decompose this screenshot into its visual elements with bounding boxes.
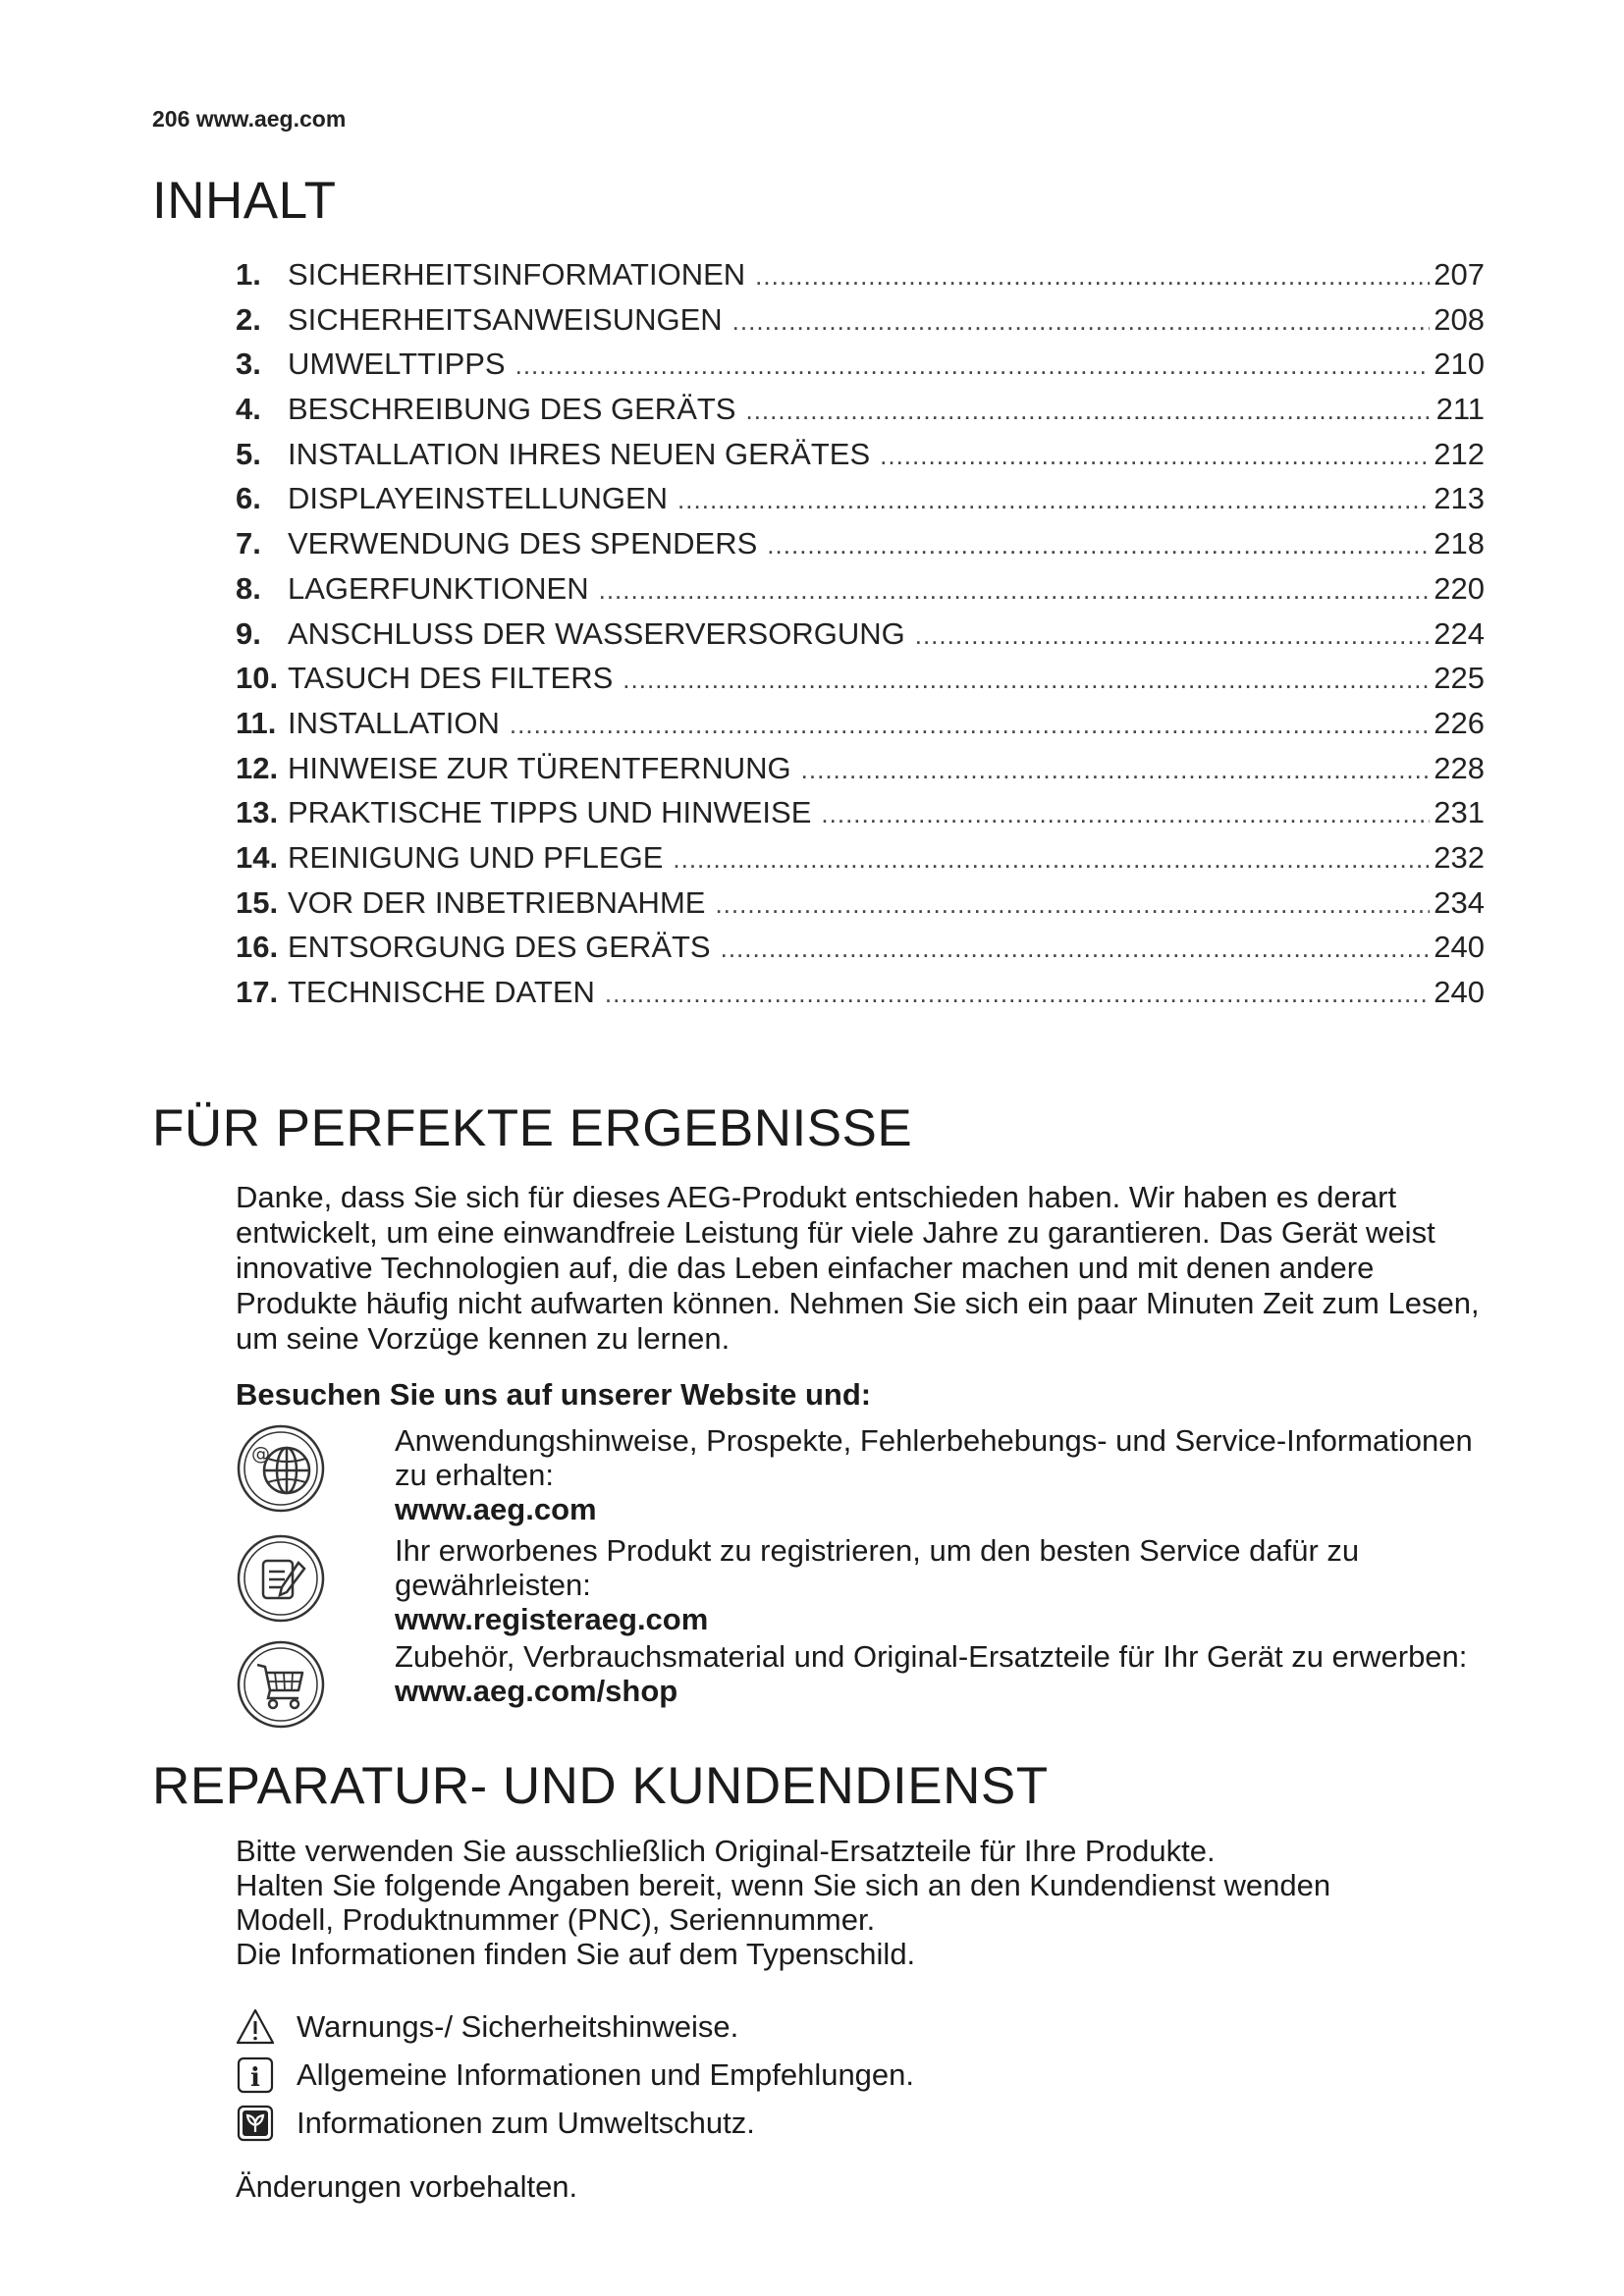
repair-info <box>236 1834 1512 1971</box>
legend-text: Informationen zum Umweltschutz. <box>297 2105 755 2140</box>
toc-leader-dots <box>821 799 1430 829</box>
table-of-contents <box>236 257 1485 1020</box>
toc-leader-dots <box>880 441 1430 471</box>
toc-number: 16. <box>236 930 279 965</box>
toc-entry[interactable] <box>236 751 1485 796</box>
symbol-legend <box>236 2002 1414 2147</box>
toc-page-number: 226 <box>1434 705 1485 740</box>
website-item-text: Anwendungshinweise, Prospekte, Fehlerbehebungs- und Service-Informationen zu erhalten: <box>395 1423 1473 1492</box>
svg-text:i: i <box>250 2062 260 2093</box>
toc-number: 12. <box>236 750 279 785</box>
website-link[interactable]: www.registeraeg.com <box>395 1602 709 1636</box>
toc-entry[interactable] <box>236 840 1485 885</box>
toc-page-number: 211 <box>1435 392 1485 427</box>
repair-line: Bitte verwenden Sie ausschließlich Original-Ersatzteile für Ihre Produkte. <box>236 1834 1216 1868</box>
toc-label: SICHERHEITSINFORMATIONEN <box>288 257 746 292</box>
website-item-register <box>236 1533 1492 1641</box>
toc-page-number: 213 <box>1434 481 1485 516</box>
toc-entry[interactable] <box>236 930 1485 975</box>
toc-number: 10. <box>236 661 279 696</box>
toc-entry[interactable] <box>236 661 1485 706</box>
warning-triangle-icon <box>236 2007 275 2047</box>
toc-page-number: 220 <box>1434 570 1485 606</box>
toc-number: 11. <box>236 705 277 740</box>
toc-entry[interactable] <box>236 885 1485 931</box>
toc-leader-dots <box>599 575 1431 606</box>
toc-leader-dots <box>801 755 1431 785</box>
website-item-text: Ihr erworbenes Produkt zu registrieren, um den besten Service dafür zu gewährleisten: <box>395 1533 1360 1602</box>
toc-label: ANSCHLUSS DER WASSERVERSORGUNG <box>288 615 905 651</box>
toc-entry[interactable] <box>236 571 1485 616</box>
toc-leader-dots <box>510 710 1430 740</box>
toc-number: 2. <box>236 301 261 337</box>
toc-leader-dots <box>745 396 1432 426</box>
toc-number: 6. <box>236 481 261 516</box>
toc-label: TECHNISCHE DATEN <box>288 975 595 1009</box>
website-link[interactable]: www.aeg.com/shop <box>395 1674 678 1708</box>
toc-entry[interactable] <box>236 437 1485 482</box>
toc-leader-dots <box>755 261 1430 292</box>
toc-leader-dots <box>677 485 1430 515</box>
toc-number: 5. <box>236 436 261 471</box>
toc-number: 4. <box>236 392 261 427</box>
repair-line: Halten Sie folgende Angaben bereit, wenn Sie sich an den Kundendienst wenden <box>236 1868 1331 1902</box>
legend-item-info <box>236 2051 1414 2099</box>
toc-entry[interactable] <box>236 257 1485 302</box>
toc-label: TASUCH DES FILTERS <box>288 661 614 696</box>
toc-label: DISPLAYEINSTELLUNGEN <box>288 481 669 516</box>
toc-entry[interactable] <box>236 706 1485 751</box>
toc-entry[interactable] <box>236 616 1485 662</box>
toc-label: INSTALLATION <box>288 705 500 740</box>
toc-page-number: 218 <box>1434 526 1485 561</box>
repair-line: Modell, Produktnummer (PNC), Seriennummer. <box>236 1902 876 1937</box>
toc-label: SICHERHEITSANWEISUNGEN <box>288 301 723 337</box>
toc-number: 9. <box>236 615 261 651</box>
toc-number: 15. <box>236 884 279 920</box>
svg-text:@: @ <box>251 1443 270 1465</box>
toc-page-number: 240 <box>1434 975 1485 1009</box>
legend-item-warning <box>236 2002 1414 2051</box>
toc-number: 3. <box>236 347 261 382</box>
website-link[interactable]: www.aeg.com <box>395 1492 597 1526</box>
website-item-aeg <box>236 1423 1492 1531</box>
legend-text: Warnungs-/ Sicherheitshinweise. <box>297 2008 739 2044</box>
toc-page-number: 228 <box>1434 750 1485 785</box>
toc-number: 13. <box>236 795 279 830</box>
toc-page-number: 234 <box>1434 884 1485 920</box>
toc-leader-dots <box>721 934 1431 964</box>
website-item-text: Zubehör, Verbrauchsmaterial und Original-Ersatzteile für Ihr Gerät zu erwerben: <box>395 1639 1468 1674</box>
intro-paragraph: Danke, dass Sie sich für dieses AEG-Produkt entschieden haben. Wir haben es derart entwickelt, um eine einwandfreie Leistung für viele Jahre zu garantieren. Das Gerät weist innovative Technologien auf, die das Leben einfacher machen und mit denen andere Produkte häufig nicht aufwarten können. Nehmen Sie sich ein paar Minuten Zeit zum Lesen, um seine Vorzüge kennen zu lernen. <box>236 1180 1480 1356</box>
register-document-icon <box>236 1533 326 1624</box>
toc-label: UMWELTTIPPS <box>288 347 506 382</box>
toc-page-number: 225 <box>1434 661 1485 696</box>
toc-entry[interactable] <box>236 975 1485 1020</box>
toc-label: ENTSORGUNG DES GERÄTS <box>288 930 711 965</box>
toc-leader-dots <box>605 979 1430 1009</box>
toc-number: 17. <box>236 975 279 1009</box>
shopping-cart-icon <box>236 1639 326 1730</box>
toc-page-number: 232 <box>1434 839 1485 875</box>
toc-page-number: 231 <box>1434 795 1485 830</box>
page-header: 206 www.aeg.com <box>152 106 347 132</box>
section-title-reparatur: REPARATUR- UND KUNDENDIENST <box>152 1757 1049 1815</box>
toc-entry[interactable] <box>236 392 1485 437</box>
toc-number: 7. <box>236 526 261 561</box>
toc-page-number: 224 <box>1434 615 1485 651</box>
toc-page-number: 212 <box>1434 436 1485 471</box>
repair-line: Die Informationen finden Sie auf dem Typenschild. <box>236 1937 916 1971</box>
toc-leader-dots <box>515 350 1431 381</box>
toc-entry[interactable] <box>236 481 1485 526</box>
toc-leader-dots <box>915 620 1431 651</box>
website-item-shop <box>236 1639 1492 1747</box>
globe-at-icon <box>236 1423 326 1514</box>
toc-label: INSTALLATION IHRES NEUEN GERÄTES <box>288 436 871 471</box>
toc-leader-dots <box>732 306 1431 337</box>
section-title-inhalt: INHALT <box>152 172 337 230</box>
toc-entry[interactable] <box>236 302 1485 347</box>
section-title-perfekte-ergebnisse: FÜR PERFEKTE ERGEBNISSE <box>152 1099 913 1157</box>
toc-page-number: 208 <box>1434 301 1485 337</box>
visit-website-heading: Besuchen Sie uns auf unserer Website und: <box>236 1377 872 1412</box>
toc-label: HINWEISE ZUR TÜRENTFERNUNG <box>288 750 791 785</box>
toc-label: LAGERFUNKTIONEN <box>288 570 589 606</box>
toc-page-number: 210 <box>1434 347 1485 382</box>
toc-leader-dots <box>767 530 1430 561</box>
toc-entry[interactable] <box>236 347 1485 392</box>
toc-leader-dots <box>673 844 1430 875</box>
toc-label: VOR DER INBETRIEBNAHME <box>288 884 706 920</box>
changes-reserved-note: Änderungen vorbehalten. <box>236 2169 578 2204</box>
toc-label: REINIGUNG UND PFLEGE <box>288 839 664 875</box>
toc-leader-dots <box>623 665 1430 695</box>
toc-entry[interactable] <box>236 526 1485 571</box>
toc-number: 14. <box>236 839 279 875</box>
toc-label: PRAKTISCHE TIPPS UND HINWEISE <box>288 795 812 830</box>
info-icon <box>236 2056 275 2095</box>
toc-number: 8. <box>236 570 261 606</box>
toc-page-number: 207 <box>1434 257 1485 292</box>
toc-label: VERWENDUNG DES SPENDERS <box>288 526 758 561</box>
toc-entry[interactable] <box>236 795 1485 840</box>
legend-item-environment <box>236 2099 1414 2147</box>
environment-icon <box>236 2104 275 2143</box>
toc-label: BESCHREIBUNG DES GERÄTS <box>288 392 736 427</box>
toc-number: 1. <box>236 257 261 292</box>
toc-leader-dots <box>715 889 1430 920</box>
legend-text: Allgemeine Informationen und Empfehlungen. <box>297 2056 915 2092</box>
toc-page-number: 240 <box>1434 930 1485 965</box>
